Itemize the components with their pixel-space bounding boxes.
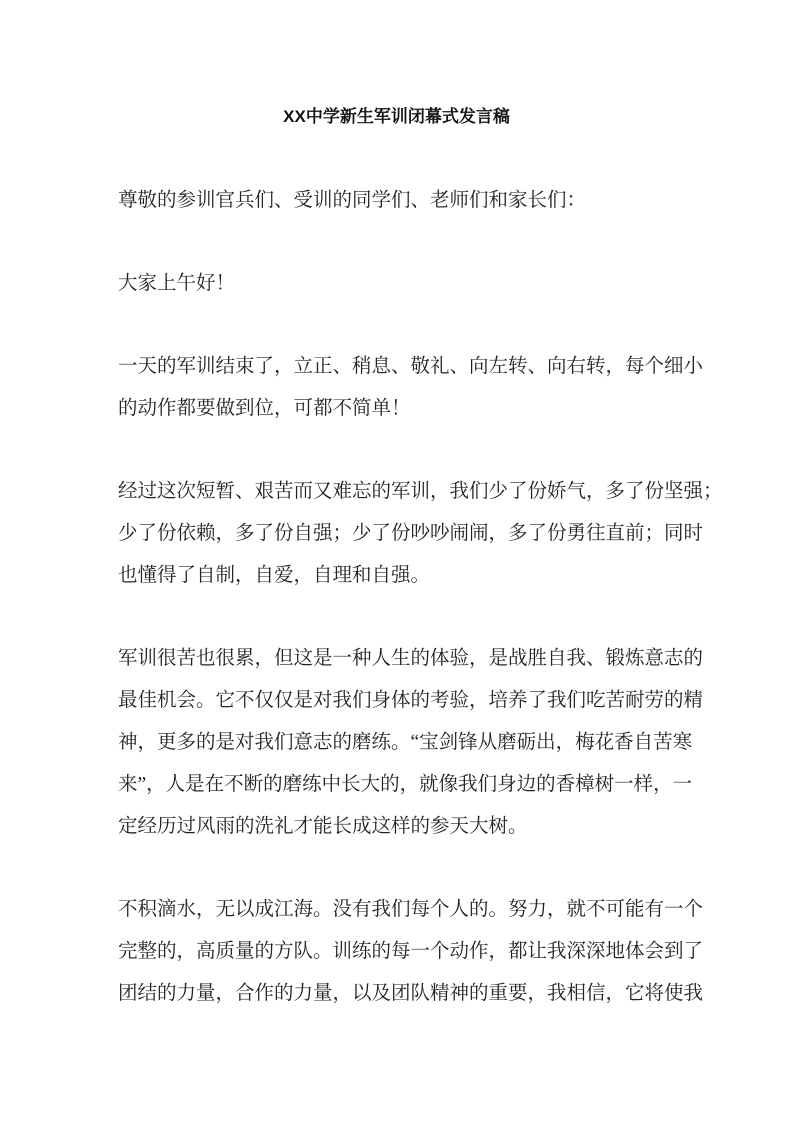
document-body	[118, 180, 723, 1056]
text-line: 一天的军训结束了，立正、稍息、敬礼、向左转、向右转，每个细小	[118, 356, 704, 377]
text-line: 大家上午好！	[118, 273, 236, 294]
paragraph	[118, 638, 704, 848]
paragraph	[118, 346, 704, 430]
text-line: 来”，人是在不断的磨练中长大的，就像我们身边的香樟树一样，一	[118, 774, 693, 795]
paragraph	[118, 263, 678, 305]
text-line: 尊敬的参训官兵们、受训的同学们、老师们和家长们：	[118, 190, 587, 211]
text-line: 也懂得了自制，自爱，自理和自强。	[118, 565, 431, 586]
text-line: 最佳机会。它不仅仅是对我们身体的考验，培养了我们吃苦耐劳的精	[118, 690, 704, 711]
text-line: 军训很苦也很累，但这是一种人生的体验，是战胜自我、锻炼意志的	[118, 648, 704, 669]
document-title: XX中学新生军训闭幕式发言稿	[283, 107, 510, 126]
text-line: 不积滴水，无以成江海。没有我们每个人的。努力，就不可能有一个	[118, 899, 704, 920]
text-line: 经过这次短暂、艰苦而又难忘的军训，我们少了份娇气，多了份坚强；	[118, 481, 723, 502]
text-line: 完整的，高质量的方队。训练的每一个动作，都让我深深地体会到了	[118, 941, 704, 962]
text-line: 神，更多的是对我们意志的磨练。“宝剑锋从磨砺出，梅花香自苦寒	[118, 732, 693, 753]
text-line: 团结的力量，合作的力量，以及团队精神的重要，我相信，它将使我	[118, 983, 704, 1004]
paragraph	[118, 180, 678, 222]
text-line: 的动作都要做到位，可都不简单！	[118, 398, 411, 419]
text-line: 少了份依赖，多了份自强；少了份吵吵闹闹，多了份勇往直前；同时	[118, 523, 704, 544]
paragraph	[118, 889, 704, 1015]
paragraph	[118, 471, 723, 597]
text-line: 定经历过风雨的洗礼才能长成这样的参天大树。	[118, 816, 528, 837]
